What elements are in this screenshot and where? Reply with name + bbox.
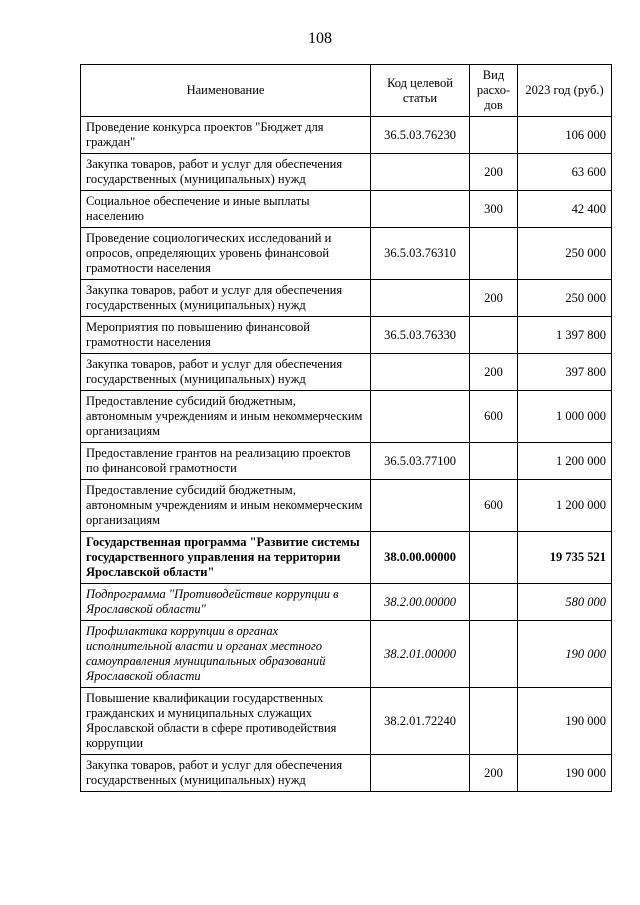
- cell-code: 38.0.00.00000: [371, 532, 470, 584]
- cell-code: [371, 391, 470, 443]
- cell-code: 36.5.03.76310: [371, 228, 470, 280]
- cell-expense-type: 200: [470, 154, 518, 191]
- cell-name: Предоставление субсидий бюджетным, автономным учреждениям и иным некоммерческим организациям: [81, 480, 371, 532]
- cell-code: 38.2.01.00000: [371, 621, 470, 688]
- table-row: [81, 354, 612, 391]
- table-row: [81, 117, 612, 154]
- cell-amount: 19 735 521: [518, 532, 612, 584]
- cell-name: Закупка товаров, работ и услуг для обеспечения государственных (муниципальных) нужд: [81, 354, 371, 391]
- cell-amount: 190 000: [518, 688, 612, 755]
- cell-code: 38.2.01.72240: [371, 688, 470, 755]
- cell-amount: 190 000: [518, 755, 612, 792]
- cell-expense-type: 600: [470, 480, 518, 532]
- table-row: [81, 280, 612, 317]
- cell-code: 36.5.03.77100: [371, 443, 470, 480]
- table-row: [81, 317, 612, 354]
- cell-amount: 1 200 000: [518, 480, 612, 532]
- budget-table: [80, 64, 612, 792]
- cell-name: Закупка товаров, работ и услуг для обеспечения государственных (муниципальных) нужд: [81, 755, 371, 792]
- table-row: [81, 443, 612, 480]
- column-header-amount: 2023 год (руб.): [518, 65, 612, 117]
- table-row: [81, 154, 612, 191]
- cell-expense-type: 600: [470, 391, 518, 443]
- cell-code: [371, 480, 470, 532]
- cell-code: [371, 154, 470, 191]
- table-row: [81, 480, 612, 532]
- cell-name: Повышение квалификации государственных гражданских и муниципальных служащих Ярославской области в сфере противодействия коррупции: [81, 688, 371, 755]
- cell-expense-type: [470, 228, 518, 280]
- cell-name: Государственная программа "Развитие системы государственного управления на территории Ярославской области": [81, 532, 371, 584]
- table-row: [81, 755, 612, 792]
- cell-code: [371, 280, 470, 317]
- cell-amount: 1 000 000: [518, 391, 612, 443]
- cell-amount: 63 600: [518, 154, 612, 191]
- cell-amount: 397 800: [518, 354, 612, 391]
- column-header-expense-type: Вид расхо-дов: [470, 65, 518, 117]
- cell-code: [371, 354, 470, 391]
- table-row: [81, 584, 612, 621]
- cell-name: Проведение конкурса проектов "Бюджет для граждан": [81, 117, 371, 154]
- cell-code: 38.2.00.00000: [371, 584, 470, 621]
- cell-name: Мероприятия по повышению финансовой грамотности населения: [81, 317, 371, 354]
- cell-expense-type: 200: [470, 280, 518, 317]
- cell-name: Профилактика коррупции в органах исполнительной власти и органах местного самоуправления муниципальных образований Ярославской области: [81, 621, 371, 688]
- cell-name: Предоставление субсидий бюджетным, автономным учреждениям и иным некоммерческим организациям: [81, 391, 371, 443]
- cell-amount: 106 000: [518, 117, 612, 154]
- cell-code: [371, 191, 470, 228]
- cell-amount: 190 000: [518, 621, 612, 688]
- column-header-code: Код целевой статьи: [371, 65, 470, 117]
- cell-expense-type: 300: [470, 191, 518, 228]
- cell-expense-type: 200: [470, 755, 518, 792]
- cell-name: Подпрограмма "Противодействие коррупции в Ярославской области": [81, 584, 371, 621]
- cell-code: 36.5.03.76330: [371, 317, 470, 354]
- column-header-name: Наименование: [81, 65, 371, 117]
- cell-name: Предоставление грантов на реализацию проектов по финансовой грамотности: [81, 443, 371, 480]
- cell-expense-type: [470, 443, 518, 480]
- table-row: [81, 532, 612, 584]
- cell-amount: 250 000: [518, 280, 612, 317]
- cell-expense-type: [470, 688, 518, 755]
- cell-amount: 1 200 000: [518, 443, 612, 480]
- cell-code: [371, 755, 470, 792]
- cell-amount: 250 000: [518, 228, 612, 280]
- cell-amount: 42 400: [518, 191, 612, 228]
- cell-expense-type: 200: [470, 354, 518, 391]
- cell-expense-type: [470, 532, 518, 584]
- cell-name: Социальное обеспечение и иные выплаты населению: [81, 191, 371, 228]
- cell-amount: 1 397 800: [518, 317, 612, 354]
- cell-expense-type: [470, 317, 518, 354]
- cell-name: Закупка товаров, работ и услуг для обеспечения государственных (муниципальных) нужд: [81, 280, 371, 317]
- table-row: [81, 688, 612, 755]
- cell-expense-type: [470, 621, 518, 688]
- cell-name: Проведение социологических исследований и опросов, определяющих уровень финансовой грамотности населения: [81, 228, 371, 280]
- table-header-row: [81, 65, 612, 117]
- cell-expense-type: [470, 584, 518, 621]
- cell-amount: 580 000: [518, 584, 612, 621]
- cell-code: 36.5.03.76230: [371, 117, 470, 154]
- table-body: [81, 117, 612, 792]
- table-row: [81, 391, 612, 443]
- cell-name: Закупка товаров, работ и услуг для обеспечения государственных (муниципальных) нужд: [81, 154, 371, 191]
- table-row: [81, 621, 612, 688]
- table-row: [81, 228, 612, 280]
- cell-expense-type: [470, 117, 518, 154]
- table-row: [81, 191, 612, 228]
- page-number: 108: [308, 30, 332, 47]
